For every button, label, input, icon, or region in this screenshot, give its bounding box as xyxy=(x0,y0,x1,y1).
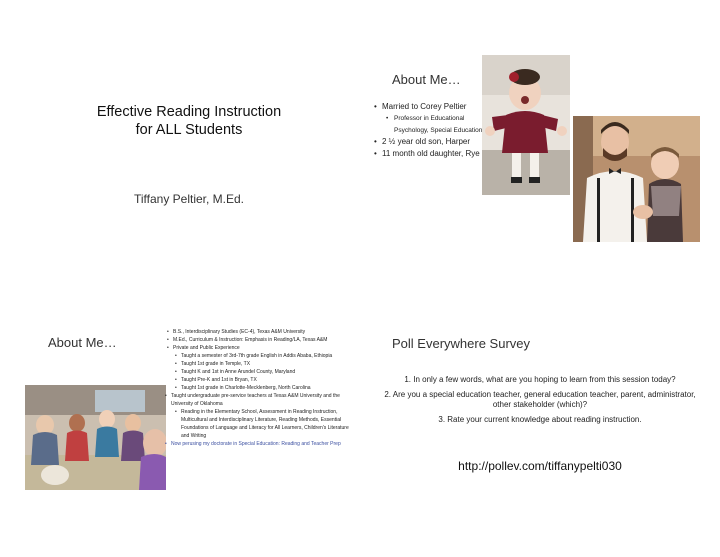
poll-url-link[interactable]: http://pollev.com/tiffanypelti030 xyxy=(458,459,622,473)
slide-title-line-1: Effective Reading Instruction xyxy=(96,104,282,120)
poll-questions xyxy=(380,375,700,430)
poll-question: 1. In only a few words, what are you hoping to learn from this session today? xyxy=(404,375,676,384)
list-item: • Now perusing my doctorate in Special Education: Reading and Teacher Prep xyxy=(165,440,355,448)
slide-title xyxy=(70,103,308,139)
list-item: • Taught undergraduate pre-service teachers at Texas A&M University and the University of Oklahoma xyxy=(165,392,355,408)
slide-4-poll-survey xyxy=(360,279,720,557)
presenter-name: Tiffany Peltier, M.Ed. xyxy=(133,192,245,206)
slide-2-about-family xyxy=(360,0,720,278)
list-item: • M.Ed., Curriculum & Instruction: Emphasis in Reading/LA, Texas A&M xyxy=(165,336,355,344)
poll-question: 3. Rate your current knowledge about reading instruction. xyxy=(438,415,642,424)
slide-heading: Poll Everywhere Survey xyxy=(392,336,530,351)
slide-3-about-experience xyxy=(0,279,360,557)
list-item: • Taught 1st grade in Temple, TX xyxy=(165,360,355,368)
poll-question: 2. Are you a special education teacher, general education teacher, parent, administrator, other stakeholder (which)? xyxy=(384,390,696,409)
classroom-photo xyxy=(25,385,166,490)
list-item: • Married to Corey Peltier xyxy=(374,101,492,113)
list-item: • Professor in Educational Psychology, Special Education xyxy=(374,113,492,136)
list-item: • 11 month old daughter, Rye xyxy=(374,148,492,160)
list-item: • 2 ½ year old son, Harper xyxy=(374,136,492,148)
list-item: • Reading in the Elementary School, Assessment in Reading Instruction, Multicultural and Interdisciplinary Literature, Reading Methods, Essential Foundations of Language and Literacy for All Learners, Children's Literature and Writing xyxy=(165,408,355,440)
slide-heading: About Me… xyxy=(48,335,117,350)
list-item: • Taught 1st grade in Charlotte-Mecklenberg, North Carolina xyxy=(165,384,355,392)
experience-list xyxy=(165,328,355,448)
list-item: • Taught Pre-K and 1st in Bryan, TX xyxy=(165,376,355,384)
slide-1-title xyxy=(0,0,360,278)
family-list xyxy=(374,101,492,160)
baby-photo xyxy=(482,55,570,195)
father-and-son-photo xyxy=(573,116,700,242)
list-item: • Taught a semester of 3rd-7th grade English in Addis Ababa, Ethiopia xyxy=(165,352,355,360)
list-item: • Private and Public Experience xyxy=(165,344,355,352)
slide-title-line-2: for ALL Students xyxy=(135,122,243,138)
slide-heading: About Me… xyxy=(392,72,461,87)
list-item: • B.S., Interdisciplinary Studies (EC-4), Texas A&M University xyxy=(165,328,355,336)
list-item: • Taught K and 1st in Anne Arundel County, Maryland xyxy=(165,368,355,376)
